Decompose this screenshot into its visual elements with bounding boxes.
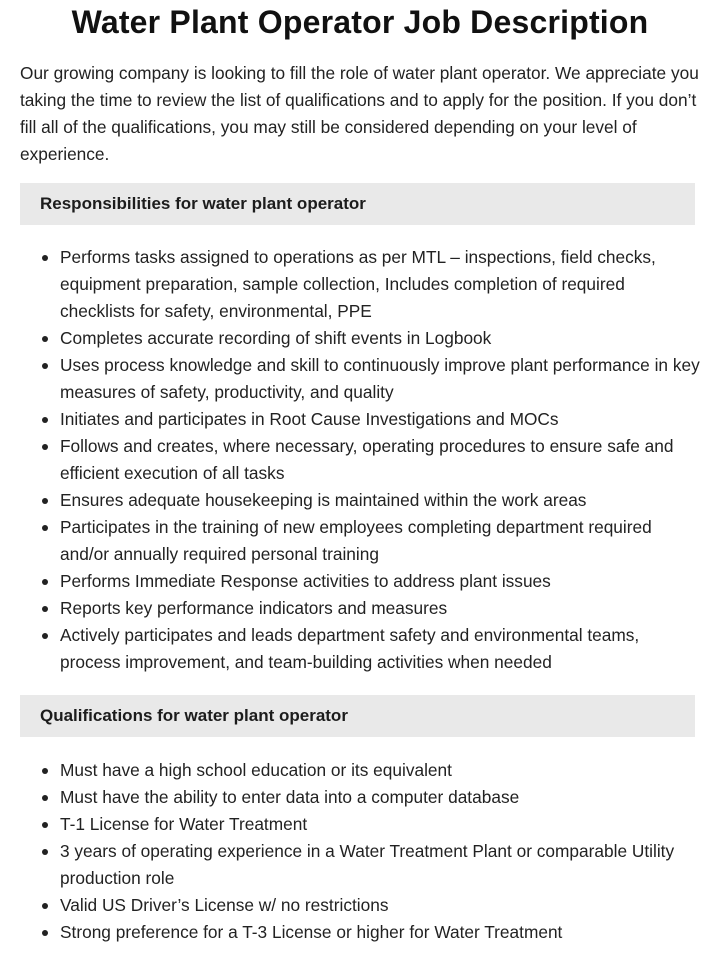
list-item: Completes accurate recording of shift events in Logbook bbox=[60, 325, 700, 352]
list-item: Initiates and participates in Root Cause Investigations and MOCs bbox=[60, 406, 700, 433]
list-item: Must have a high school education or its equivalent bbox=[60, 757, 700, 784]
list-item: Performs tasks assigned to operations as per MTL – inspections, field checks, equipment preparation, sample collection, Includes completion of required checklists for safety, environmental, PPE bbox=[60, 244, 700, 325]
responsibilities-list bbox=[20, 244, 700, 676]
list-item: Reports key performance indicators and measures bbox=[60, 595, 700, 622]
list-item: T-1 License for Water Treatment bbox=[60, 811, 700, 838]
page-title: Water Plant Operator Job Description bbox=[71, 4, 649, 40]
list-item: Actively participates and leads department safety and environmental teams, process improvement, and team-building activities when needed bbox=[60, 622, 700, 676]
list-item: Uses process knowledge and skill to continuously improve plant performance in key measures of safety, productivity, and quality bbox=[60, 352, 700, 406]
intro-paragraph: Our growing company is looking to fill the role of water plant operator. We appreciate you taking the time to review the list of qualifications and to apply for the position. If you don’t fill all of the qualifications, you may still be considered depending on your level of experience. bbox=[20, 63, 699, 164]
responsibilities-heading: Responsibilities for water plant operator bbox=[20, 183, 695, 225]
qualifications-heading: Qualifications for water plant operator bbox=[20, 695, 695, 737]
list-item: Follows and creates, where necessary, operating procedures to ensure safe and efficient execution of all tasks bbox=[60, 433, 700, 487]
qualifications-list bbox=[20, 757, 700, 946]
list-item: Valid US Driver’s License w/ no restrictions bbox=[60, 892, 700, 919]
list-item: Must have the ability to enter data into a computer database bbox=[60, 784, 700, 811]
list-item: Performs Immediate Response activities to address plant issues bbox=[60, 568, 700, 595]
list-item: Ensures adequate housekeeping is maintained within the work areas bbox=[60, 487, 700, 514]
list-item: Strong preference for a T-3 License or higher for Water Treatment bbox=[60, 919, 700, 946]
list-item: Participates in the training of new employees completing department required and/or annually required personal training bbox=[60, 514, 700, 568]
list-item: 3 years of operating experience in a Water Treatment Plant or comparable Utility production role bbox=[60, 838, 700, 892]
